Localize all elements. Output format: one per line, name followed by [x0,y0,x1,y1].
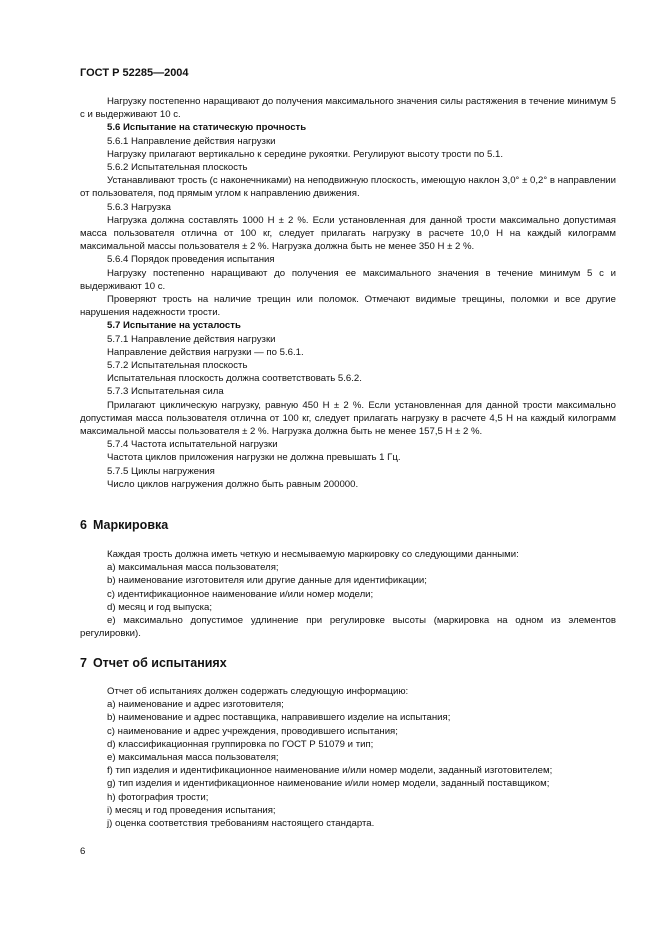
document-header: ГОСТ Р 52285—2004 [80,67,189,79]
paragraph: Нагрузку постепенно наращивают до получения максимального значения силы растяжения в течение минимум 5 с и выдерживают 10 с. [80,96,616,121]
list-item: e) максимально допустимое удлинение при регулировке высоты (маркировка на одном из элементов регулировки). [80,615,616,640]
clause-heading: 5.7.3 Испытательная сила [107,386,224,398]
list-item: h) фотография трости; [107,791,209,803]
clause-heading: 5.6.1 Направление действия нагрузки [107,135,276,147]
subsection-heading: 5.7 Испытание на усталость [107,320,241,332]
clause-heading: 5.6.4 Порядок проведения испытания [107,254,275,266]
list-item: j) оценка соответствия требованиям настоящего стандарта. [107,818,375,830]
list-item: a) максимальная масса пользователя; [107,562,279,574]
paragraph: Проверяют трость на наличие трещин или поломок. Отмечают видимые трещины, поломки и все другие нарушения надежности трости. [80,294,616,319]
list-item: d) месяц и год выпуска; [107,601,213,613]
list-item: f) тип изделия и идентификационное наименование и/или номер модели, заданный изготовителем; [107,765,553,777]
clause-heading: 5.7.2 Испытательная плоскость [107,360,248,372]
clause-heading: 5.7.4 Частота испытательной нагрузки [107,439,278,451]
paragraph: Устанавливают трость (с наконечниками) на неподвижную плоскость, имеющую наклон 3,0° ± 0,2° в направлении от пользователя, под прямым углом к направлению движения. [80,175,616,200]
list-item: a) наименование и адрес изготовителя; [107,699,284,711]
list-item: b) наименование и адрес поставщика, направившего изделие на испытания; [107,712,451,724]
clause-heading: 5.7.5 Циклы нагружения [107,465,215,477]
clause-heading: 5.6.3 Нагрузка [107,201,171,213]
paragraph: Частота циклов приложения нагрузки не должна превышать 1 Гц. [107,452,401,464]
list-item: e) максимальная масса пользователя; [107,752,279,764]
paragraph: Направление действия нагрузки — по 5.6.1. [107,346,304,358]
list-item: i) месяц и год проведения испытания; [107,804,276,816]
list-item: d) классификационная группировка по ГОСТ Р 51079 и тип; [107,738,374,750]
section-6-content [80,548,616,640]
list-item: g) тип изделия и идентификационное наименование и/или номер модели, заданный поставщиком; [107,778,550,790]
section-title: Маркировка [92,518,169,532]
section-5-content [80,95,616,491]
paragraph: Число циклов нагружения должно быть равным 200000. [107,478,359,490]
section-title: Отчет об испытаниях [92,656,227,670]
list-item: c) наименование и адрес учреждения, проводившего испытания; [107,725,398,737]
section-number: 6 [80,518,87,532]
clause-heading: 5.6.2 Испытательная плоскость [107,162,248,174]
paragraph: Испытательная плоскость должна соответствовать 5.6.2. [107,373,362,385]
clause-heading: 5.7.1 Направление действия нагрузки [107,333,276,345]
section-7-heading [80,656,227,670]
subsection-heading: 5.6 Испытание на статическую прочность [107,122,307,134]
paragraph: Нагрузка должна составлять 1000 Н ± 2 %. Если установленная для данной трости максимально допустимая масса пользователя отлична от 100 кг, следует прилагать нагрузку в расчете 10,0 Н на каждый килограмм максимальной массы пользователя ± 2 %. Нагрузка должна быть не менее 350 Н ± 2 %. [80,214,616,253]
list-item: b) наименование изготовителя или другие данные для идентификации; [107,575,427,587]
paragraph: Нагрузку постепенно наращивают до получения ее максимального значения в течение минимум 5 с и выдерживают 10 с. [80,267,616,292]
section-number: 7 [80,656,87,670]
page-number: 6 [80,846,86,857]
section-7-content [80,685,616,830]
paragraph: Прилагают циклическую нагрузку, равную 450 Н ± 2 %. Если установленная для данной трости максимально допустимая масса пользователя отлична от 100 кг, следует прилагать нагрузку в расчете 4,5 Н на каждый килограмм максимальной массы пользователя ± 2 %. Нагрузка должна быть не менее 157,5 Н ± 2 %. [80,399,616,438]
paragraph: Нагрузку прилагают вертикально к середине рукоятки. Регулируют высоту трости по 5.1. [107,148,504,160]
list-item: c) идентификационное наименование и/или номер модели; [107,588,374,600]
paragraph: Каждая трость должна иметь четкую и несмываемую маркировку со следующими данными: [107,549,519,560]
paragraph: Отчет об испытаниях должен содержать следующую информацию: [107,686,409,697]
section-6-heading [80,518,168,532]
